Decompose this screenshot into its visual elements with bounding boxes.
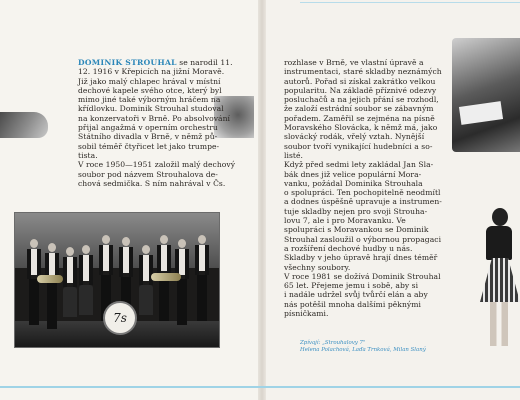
- singer-photo-cutout: [478, 196, 520, 354]
- top-edge-line: [300, 2, 520, 3]
- trumpet-shape: [151, 273, 181, 281]
- right-paragraph-2: Když před sedmi lety zakládal Jan Sla- bák dnes již velice populární Mora- vanku, požádal Dominika Strouhala o spolupráci. Ten pochopitelně neodmítl a dodnes úspěšně upravuje a instrumen- tuje skladby nejen pro svoji Strouha- lovu 7, ale i pro Moravanku. Ve spolupráci s Moravankou se Dominik Strouhal zasloužil o výbornou propagaci a rozšíření dechové hudby u nás. Skladby v jeho úpravě hrají dnes téměř všechny soubory.: [284, 160, 442, 272]
- left-text-column: [78, 58, 250, 188]
- singer-figure: [63, 247, 77, 335]
- photo-fragment-left: [0, 112, 48, 138]
- musician-figure: [195, 235, 209, 323]
- bottom-edge-line: [0, 386, 520, 388]
- bass-drum: 7s: [103, 301, 137, 335]
- name-highlight: DOMINIK STROUHAL: [78, 58, 177, 67]
- musician-figure: [175, 239, 189, 327]
- right-paragraph-1: rozhlase v Brně, ve vlastní úpravě a instrumentaci, staré skladby neznámých autorů. Pořad si získal zakrátko velkou popularitu. Na základě příznivé odezvy posluchačů a na jejich přání se rozhodl, že založí estrádní soubor se zábavným pořadem. Zaměřil se zejména na písně Moravského Slovácka, k němž má, jako slovácký rodák, vřelý vztah. Nynější soubor tvoří vynikající hudebníci a so- listé.: [284, 58, 442, 160]
- photo-caption: [300, 340, 470, 354]
- right-text-column: [284, 58, 444, 318]
- trumpet-shape: [37, 275, 63, 283]
- musician-figure: [27, 239, 41, 327]
- left-paragraph-2: V roce 1950—1951 založil malý dechový soubor pod názvem Strouhalova de- chová sedmička. S ním nahrával v Čs.: [78, 160, 236, 188]
- band-photo: [14, 212, 220, 348]
- left-paragraph-1-text: se narodil 11. 12. 1916 v Křepicích na jižní Moravě. Již jako malý chlapec hrával v místní dechové kapele svého otce, který byl mimo jiné také výborným hráčem na křídlovku. Dominik Strouhal studoval na konzervatoři v Brně. Po absolvování přijal angažmá v operním orchestru Státního divadla v Brně, v němž pů- sobil téměř čtyřicet let jako trumpe- tista.: [78, 58, 233, 160]
- singer-figure: [139, 245, 153, 333]
- right-paragraph-3: V roce 1981 se dožívá Dominik Strouhal 65 let. Přejeme jemu i sobě, aby si i nadále udržel svůj tvůrčí elán a aby nás potěšil mnoha dalšími pěknými písničkami.: [284, 271, 441, 319]
- page-gutter: [258, 0, 266, 400]
- caption-line-2: Helena Polachová, Laďa Trnková, Milan Slaný: [300, 347, 426, 353]
- musician-figure: [45, 243, 59, 331]
- left-paragraph-1: [78, 58, 250, 160]
- sheet-music-shape: [459, 101, 503, 125]
- singer-figure: [79, 245, 93, 333]
- caption-line-1: Zpívají: „Strouhalovy 7": [300, 340, 366, 346]
- photo-fragment-top-right: [452, 38, 520, 152]
